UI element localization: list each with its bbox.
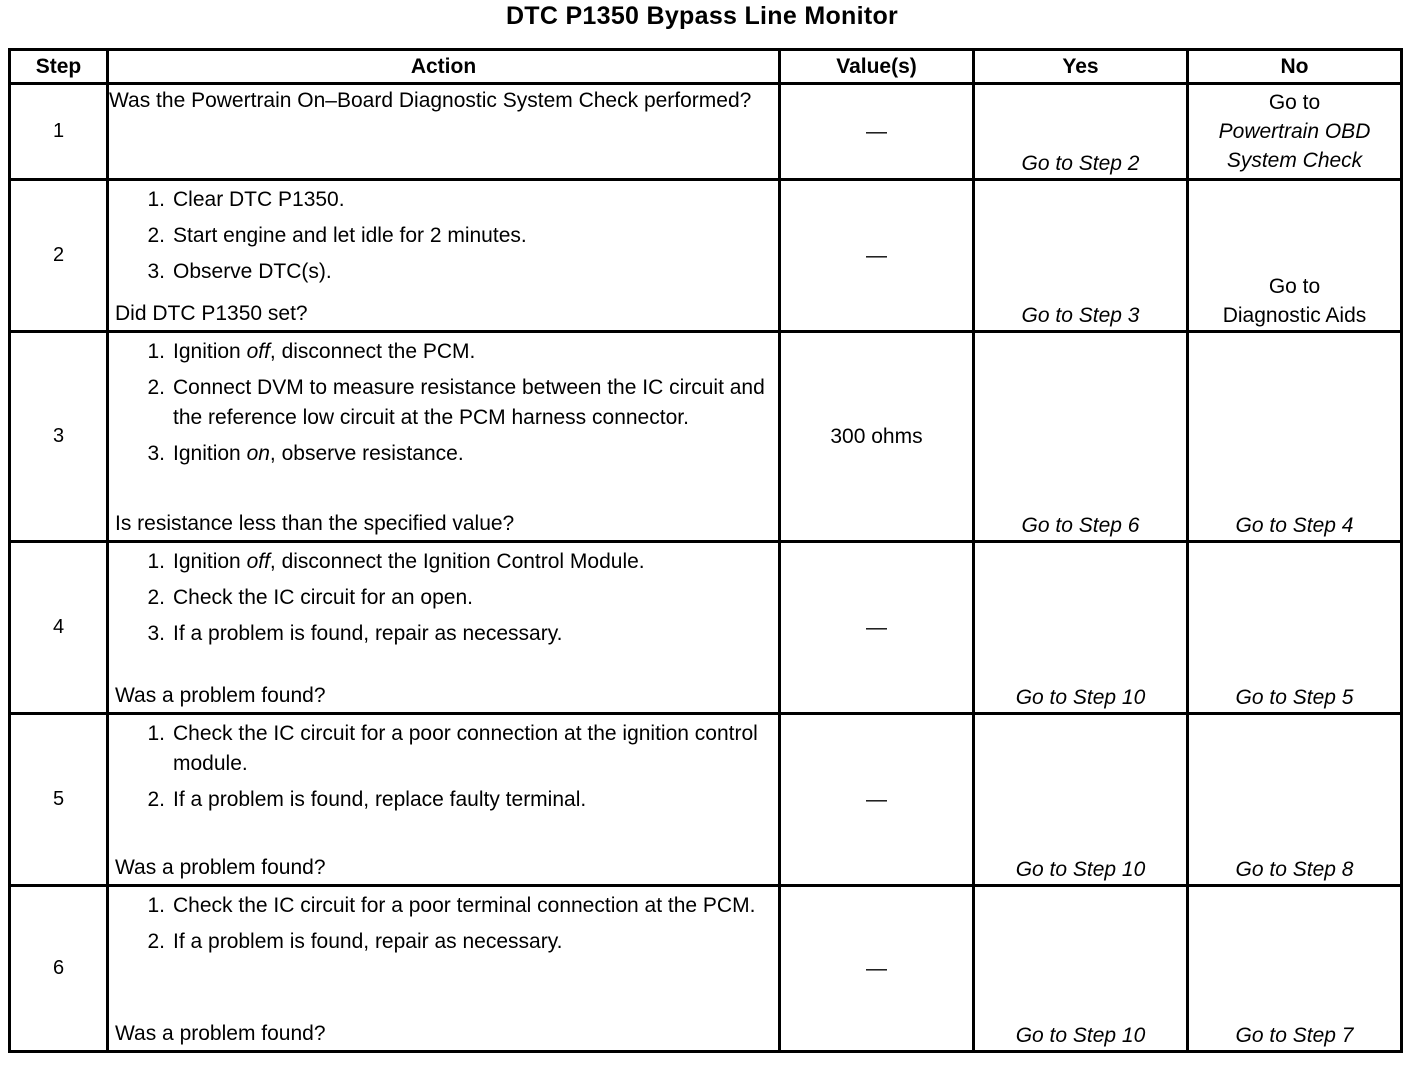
no-target: Diagnostic Aids bbox=[1222, 304, 1367, 327]
header-row bbox=[10, 50, 1402, 84]
list-item: 3. If a problem is found, repair as necessary. bbox=[147, 622, 563, 645]
list-item: 1. Ignition off, disconnect the PCM. bbox=[147, 340, 476, 363]
action-question: Was the Powertrain On–Board Diagnostic System Check performed? bbox=[109, 89, 752, 112]
list-item: 1. Clear DTC P1350. bbox=[147, 188, 345, 211]
table-row-step-5 bbox=[10, 714, 1402, 886]
no-link[interactable] bbox=[1188, 84, 1402, 180]
header-values: Value(s) bbox=[780, 50, 974, 84]
yes-link[interactable]: Go to Step 10 bbox=[974, 886, 1188, 1052]
action-steps bbox=[109, 719, 778, 815]
no-goto-label: Go to bbox=[1268, 275, 1321, 298]
no-goto-label: Go to bbox=[1268, 91, 1321, 114]
list-item: 2. If a problem is found, replace faulty terminal. bbox=[147, 788, 587, 811]
action-cell bbox=[108, 714, 780, 886]
list-item: 2. Start engine and let idle for 2 minutes. bbox=[147, 224, 527, 247]
table-row-step-4 bbox=[10, 542, 1402, 714]
table-row-step-2 bbox=[10, 180, 1402, 332]
action-steps bbox=[109, 891, 778, 957]
value-cell: — bbox=[780, 180, 974, 332]
no-link[interactable] bbox=[1188, 180, 1402, 332]
no-link[interactable]: Go to Step 4 bbox=[1188, 332, 1402, 542]
value-cell: — bbox=[780, 886, 974, 1052]
action-question: Was a problem found? bbox=[115, 684, 326, 707]
header-step: Step bbox=[10, 50, 108, 84]
table-row-step-1 bbox=[10, 84, 1402, 180]
no-link[interactable]: Go to Step 5 bbox=[1188, 542, 1402, 714]
step-number: 3 bbox=[10, 332, 108, 542]
action-steps bbox=[109, 185, 778, 287]
action-cell bbox=[108, 542, 780, 714]
action-cell bbox=[108, 886, 780, 1052]
list-item: 1. Ignition off, disconnect the Ignition Control Module. bbox=[147, 550, 645, 573]
yes-link[interactable]: Go to Step 2 bbox=[974, 84, 1188, 180]
action-question: Was a problem found? bbox=[115, 1022, 326, 1045]
header-action: Action bbox=[108, 50, 780, 84]
action-steps bbox=[109, 337, 778, 469]
yes-link[interactable]: Go to Step 10 bbox=[974, 542, 1188, 714]
value-cell: 300 ohms bbox=[780, 332, 974, 542]
action-cell bbox=[108, 180, 780, 332]
header-no: No bbox=[1188, 50, 1402, 84]
no-link[interactable]: Go to Step 8 bbox=[1188, 714, 1402, 886]
step-number: 1 bbox=[10, 84, 108, 180]
action-question: Was a problem found? bbox=[115, 856, 326, 879]
list-item: 3. Observe DTC(s). bbox=[147, 260, 332, 283]
list-item: 3. Ignition on, observe resistance. bbox=[147, 442, 464, 465]
action-steps bbox=[109, 547, 778, 649]
no-target: Powertrain OBD System Check bbox=[1218, 120, 1371, 172]
yes-link[interactable]: Go to Step 10 bbox=[974, 714, 1188, 886]
table-row-step-3 bbox=[10, 332, 1402, 542]
step-number: 4 bbox=[10, 542, 108, 714]
list-item: 2. Check the IC circuit for an open. bbox=[147, 586, 473, 609]
no-link[interactable]: Go to Step 7 bbox=[1188, 886, 1402, 1052]
action-cell bbox=[108, 84, 780, 180]
yes-link[interactable]: Go to Step 3 bbox=[974, 180, 1188, 332]
header-yes: Yes bbox=[974, 50, 1188, 84]
step-number: 2 bbox=[10, 180, 108, 332]
step-number: 5 bbox=[10, 714, 108, 886]
list-item: 1. Check the IC circuit for a poor terminal connection at the PCM. bbox=[147, 894, 756, 917]
value-cell: — bbox=[780, 84, 974, 180]
value-cell: — bbox=[780, 714, 974, 886]
action-question: Is resistance less than the specified value? bbox=[115, 512, 515, 535]
action-cell bbox=[108, 332, 780, 542]
action-question: Did DTC P1350 set? bbox=[115, 302, 308, 325]
yes-link[interactable]: Go to Step 6 bbox=[974, 332, 1188, 542]
list-item: 1. Check the IC circuit for a poor connection at the ignition control module. bbox=[147, 722, 758, 775]
value-cell: — bbox=[780, 542, 974, 714]
step-number: 6 bbox=[10, 886, 108, 1052]
list-item: 2. If a problem is found, repair as necessary. bbox=[147, 930, 563, 953]
list-item: 2. Connect DVM to measure resistance between the IC circuit and the reference low circuit at the PCM harness connector. bbox=[147, 376, 765, 429]
table-row-step-6 bbox=[10, 886, 1402, 1052]
diagnostic-table bbox=[8, 48, 1403, 1053]
page-title: DTC P1350 Bypass Line Monitor bbox=[505, 2, 899, 30]
